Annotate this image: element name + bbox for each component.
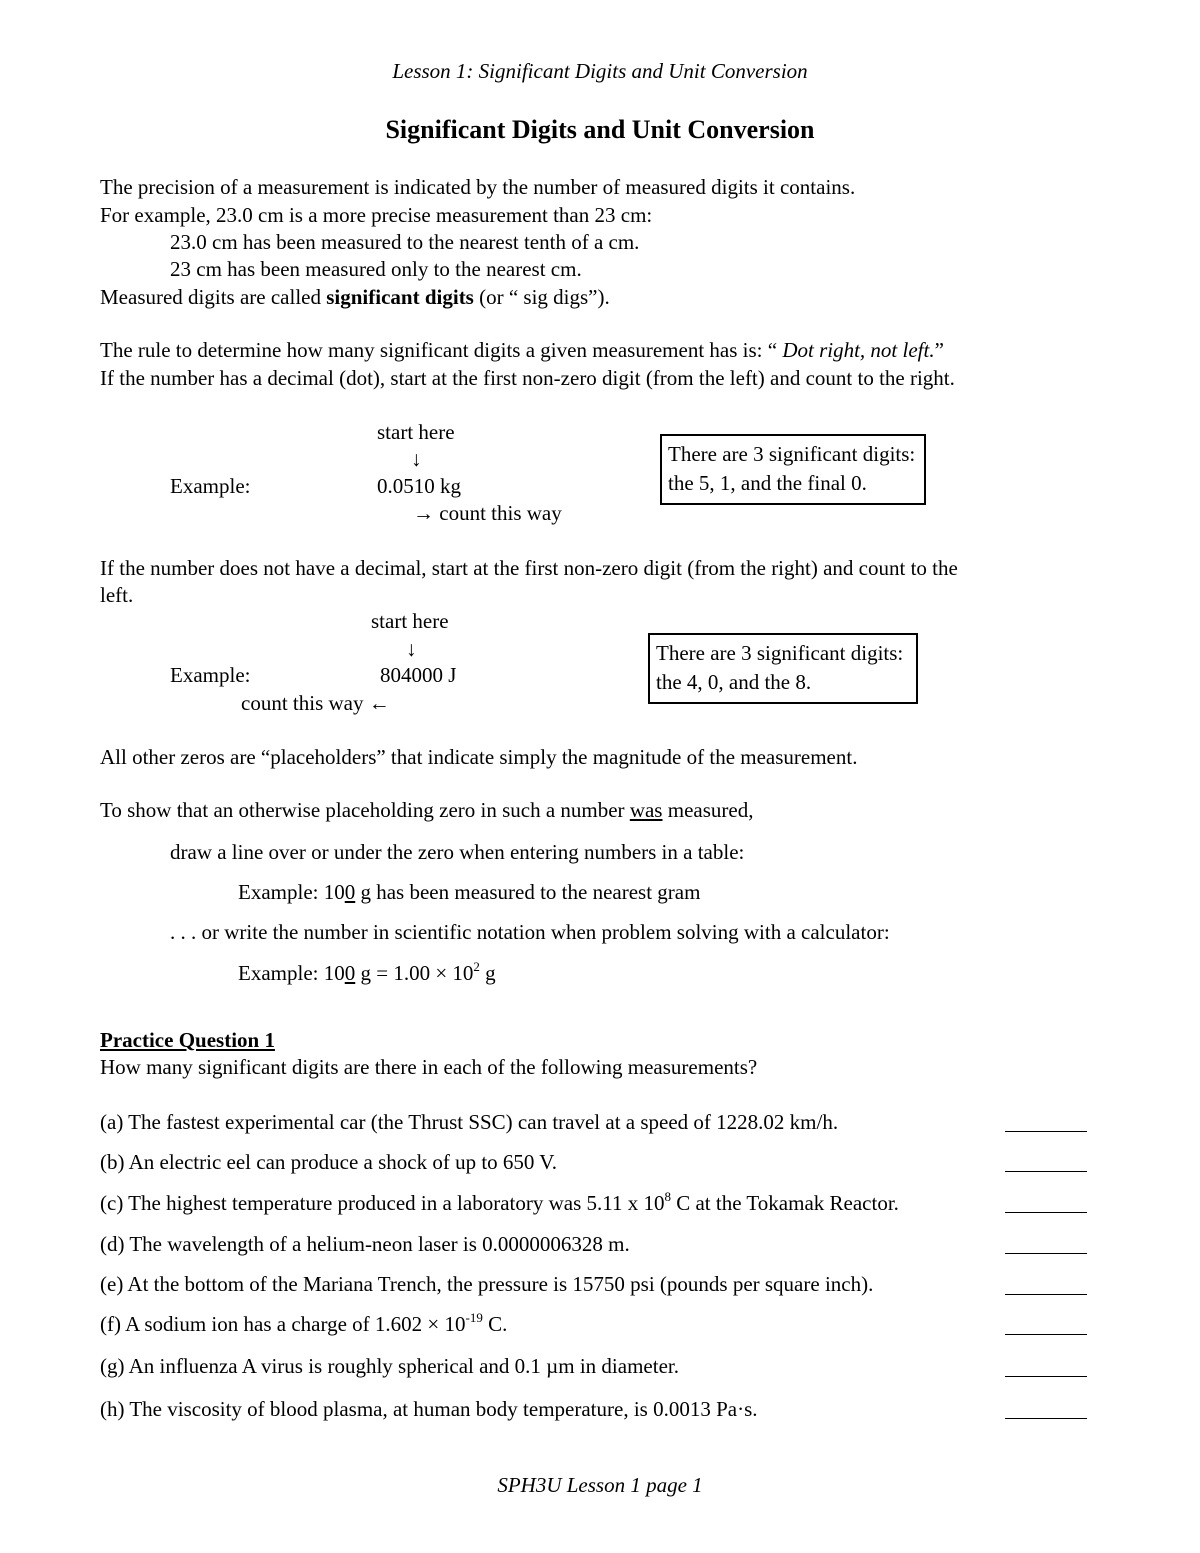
- answer-blank-f[interactable]: [1005, 1334, 1087, 1335]
- show-ex1-post: g has been measured to the nearest gram: [355, 880, 701, 904]
- answer-blank-h[interactable]: [1005, 1418, 1087, 1419]
- example1-callout-line-1: There are 3 significant digits:: [668, 442, 916, 466]
- show-ex2-exponent: 2: [473, 959, 480, 974]
- intro-line-4: 23 cm has been measured only to the nearest cm.: [170, 257, 582, 281]
- example2-callout-box: [648, 633, 918, 704]
- page-header: Lesson 1: Significant Digits and Unit Conversion: [392, 59, 808, 83]
- practice-item-f-post: C.: [482, 1312, 508, 1336]
- intro-line-5-post: (or “ sig digs”).: [473, 285, 610, 309]
- answer-blank-g[interactable]: [1005, 1376, 1087, 1377]
- page-footer: SPH3U Lesson 1 page 1: [497, 1473, 703, 1497]
- significant-digits-term: significant digits: [326, 285, 474, 309]
- practice-item-c-pre: (c) The highest temperature produced in a laboratory was 5.11 x 10: [100, 1191, 665, 1215]
- example2-down-arrow-icon: ↓: [406, 637, 417, 661]
- practice-item-g: (g) An influenza A virus is roughly spherical and 0.1 µm in diameter.: [100, 1354, 679, 1378]
- show-pre: To show that an otherwise placeholding zero in such a number: [100, 798, 630, 822]
- example2-start-label: start here: [371, 609, 449, 633]
- show-sci-line: . . . or write the number in scientific notation when problem solving with a calculator:: [170, 920, 890, 944]
- show-line: [100, 797, 753, 823]
- example1-value: 0.0510 kg: [377, 474, 461, 498]
- example2-callout-line-2: the 4, 0, and the 8.: [656, 670, 812, 695]
- practice-item-c-exponent: 8: [664, 1189, 671, 1204]
- practice-item-e: (e) At the bottom of the Mariana Trench, the pressure is 15750 psi (pounds per square inch).: [100, 1272, 874, 1296]
- rule-decimal-line: If the number has a decimal (dot), start at the first non-zero digit (from the left) and count to the right.: [100, 366, 955, 390]
- show-ex2-underlined-zero: 0: [344, 961, 356, 985]
- example1-callout-line-2: the 5, 1, and the final 0.: [668, 471, 867, 496]
- rule-post: ”: [934, 338, 944, 362]
- practice-item-b: (b) An electric eel can produce a shock of up to 650 V.: [100, 1150, 557, 1174]
- practice-item-c-post: C at the Tokamak Reactor.: [670, 1191, 899, 1215]
- example2-callout-line-1: There are 3 significant digits:: [656, 641, 904, 665]
- show-post: measured,: [662, 798, 754, 822]
- page-title: Significant Digits and Unit Conversion: [385, 115, 815, 144]
- answer-blank-d[interactable]: [1005, 1253, 1087, 1254]
- placeholders-line: All other zeros are “placeholders” that indicate simply the magnitude of the measurement.: [100, 745, 858, 769]
- answer-blank-e[interactable]: [1005, 1294, 1087, 1295]
- practice-item-a: (a) The fastest experimental car (the Thrust SSC) can travel at a speed of 1228.02 km/h.: [100, 1110, 839, 1134]
- practice-item-f-pre: (f) A sodium ion has a charge of 1.602 × 10: [100, 1312, 466, 1336]
- intro-line-5: [100, 284, 610, 310]
- example1-label: Example:: [170, 474, 251, 498]
- example2-value: 804000 J: [380, 663, 457, 687]
- example2-label: Example:: [170, 663, 251, 687]
- answer-blank-b[interactable]: [1005, 1171, 1087, 1172]
- example2-count-direction: count this way ←: [241, 691, 390, 715]
- practice-item-d: (d) The wavelength of a helium-neon laser is 0.0000006328 m.: [100, 1232, 630, 1256]
- practice-item-h: (h) The viscosity of blood plasma, at human body temperature, is 0.0013 Pa·s.: [100, 1397, 758, 1421]
- show-ex2-pre: Example: 10: [238, 961, 345, 985]
- practice-prompt: How many significant digits are there in each of the following measurements?: [100, 1055, 758, 1079]
- rule-mnemonic: Dot right, not left.: [782, 338, 935, 362]
- example1-start-label: start here: [377, 420, 455, 444]
- practice-heading: Practice Question 1: [100, 1028, 275, 1052]
- intro-line-5-pre: Measured digits are called: [100, 285, 327, 309]
- example1-count-direction: → count this way: [413, 501, 562, 525]
- intro-line-1: The precision of a measurement is indicated by the number of measured digits it contains.: [100, 175, 856, 199]
- intro-line-2: For example, 23.0 cm is a more precise measurement than 23 cm:: [100, 203, 653, 227]
- intro-line-3: 23.0 cm has been measured to the nearest tenth of a cm.: [170, 230, 640, 254]
- rule-pre: The rule to determine how many significant digits a given measurement has is: “: [100, 338, 783, 362]
- practice-item-c: [100, 1190, 899, 1216]
- example1-callout-box: [660, 434, 926, 505]
- example1-down-arrow-icon: ↓: [411, 447, 422, 471]
- nodecimal-line-1: If the number does not have a decimal, start at the first non-zero digit (from the right) and count to the: [100, 556, 958, 580]
- show-ex1-pre: Example: 10: [238, 880, 345, 904]
- answer-blank-c[interactable]: [1005, 1212, 1087, 1213]
- nodecimal-line-2: left.: [100, 583, 134, 607]
- show-example-2: [238, 960, 496, 986]
- rule-line: [100, 337, 944, 363]
- show-underlined-word: was: [629, 798, 663, 822]
- practice-item-f: [100, 1311, 507, 1337]
- show-example-1: [238, 879, 700, 905]
- show-table-line: draw a line over or under the zero when entering numbers in a table:: [170, 840, 745, 864]
- practice-item-f-exponent: -19: [465, 1310, 483, 1325]
- answer-blank-a[interactable]: [1005, 1131, 1087, 1132]
- show-ex1-underlined-zero: 0: [344, 880, 356, 904]
- show-ex2-mid: g = 1.00 × 10: [355, 961, 474, 985]
- show-ex2-post: g: [479, 961, 496, 985]
